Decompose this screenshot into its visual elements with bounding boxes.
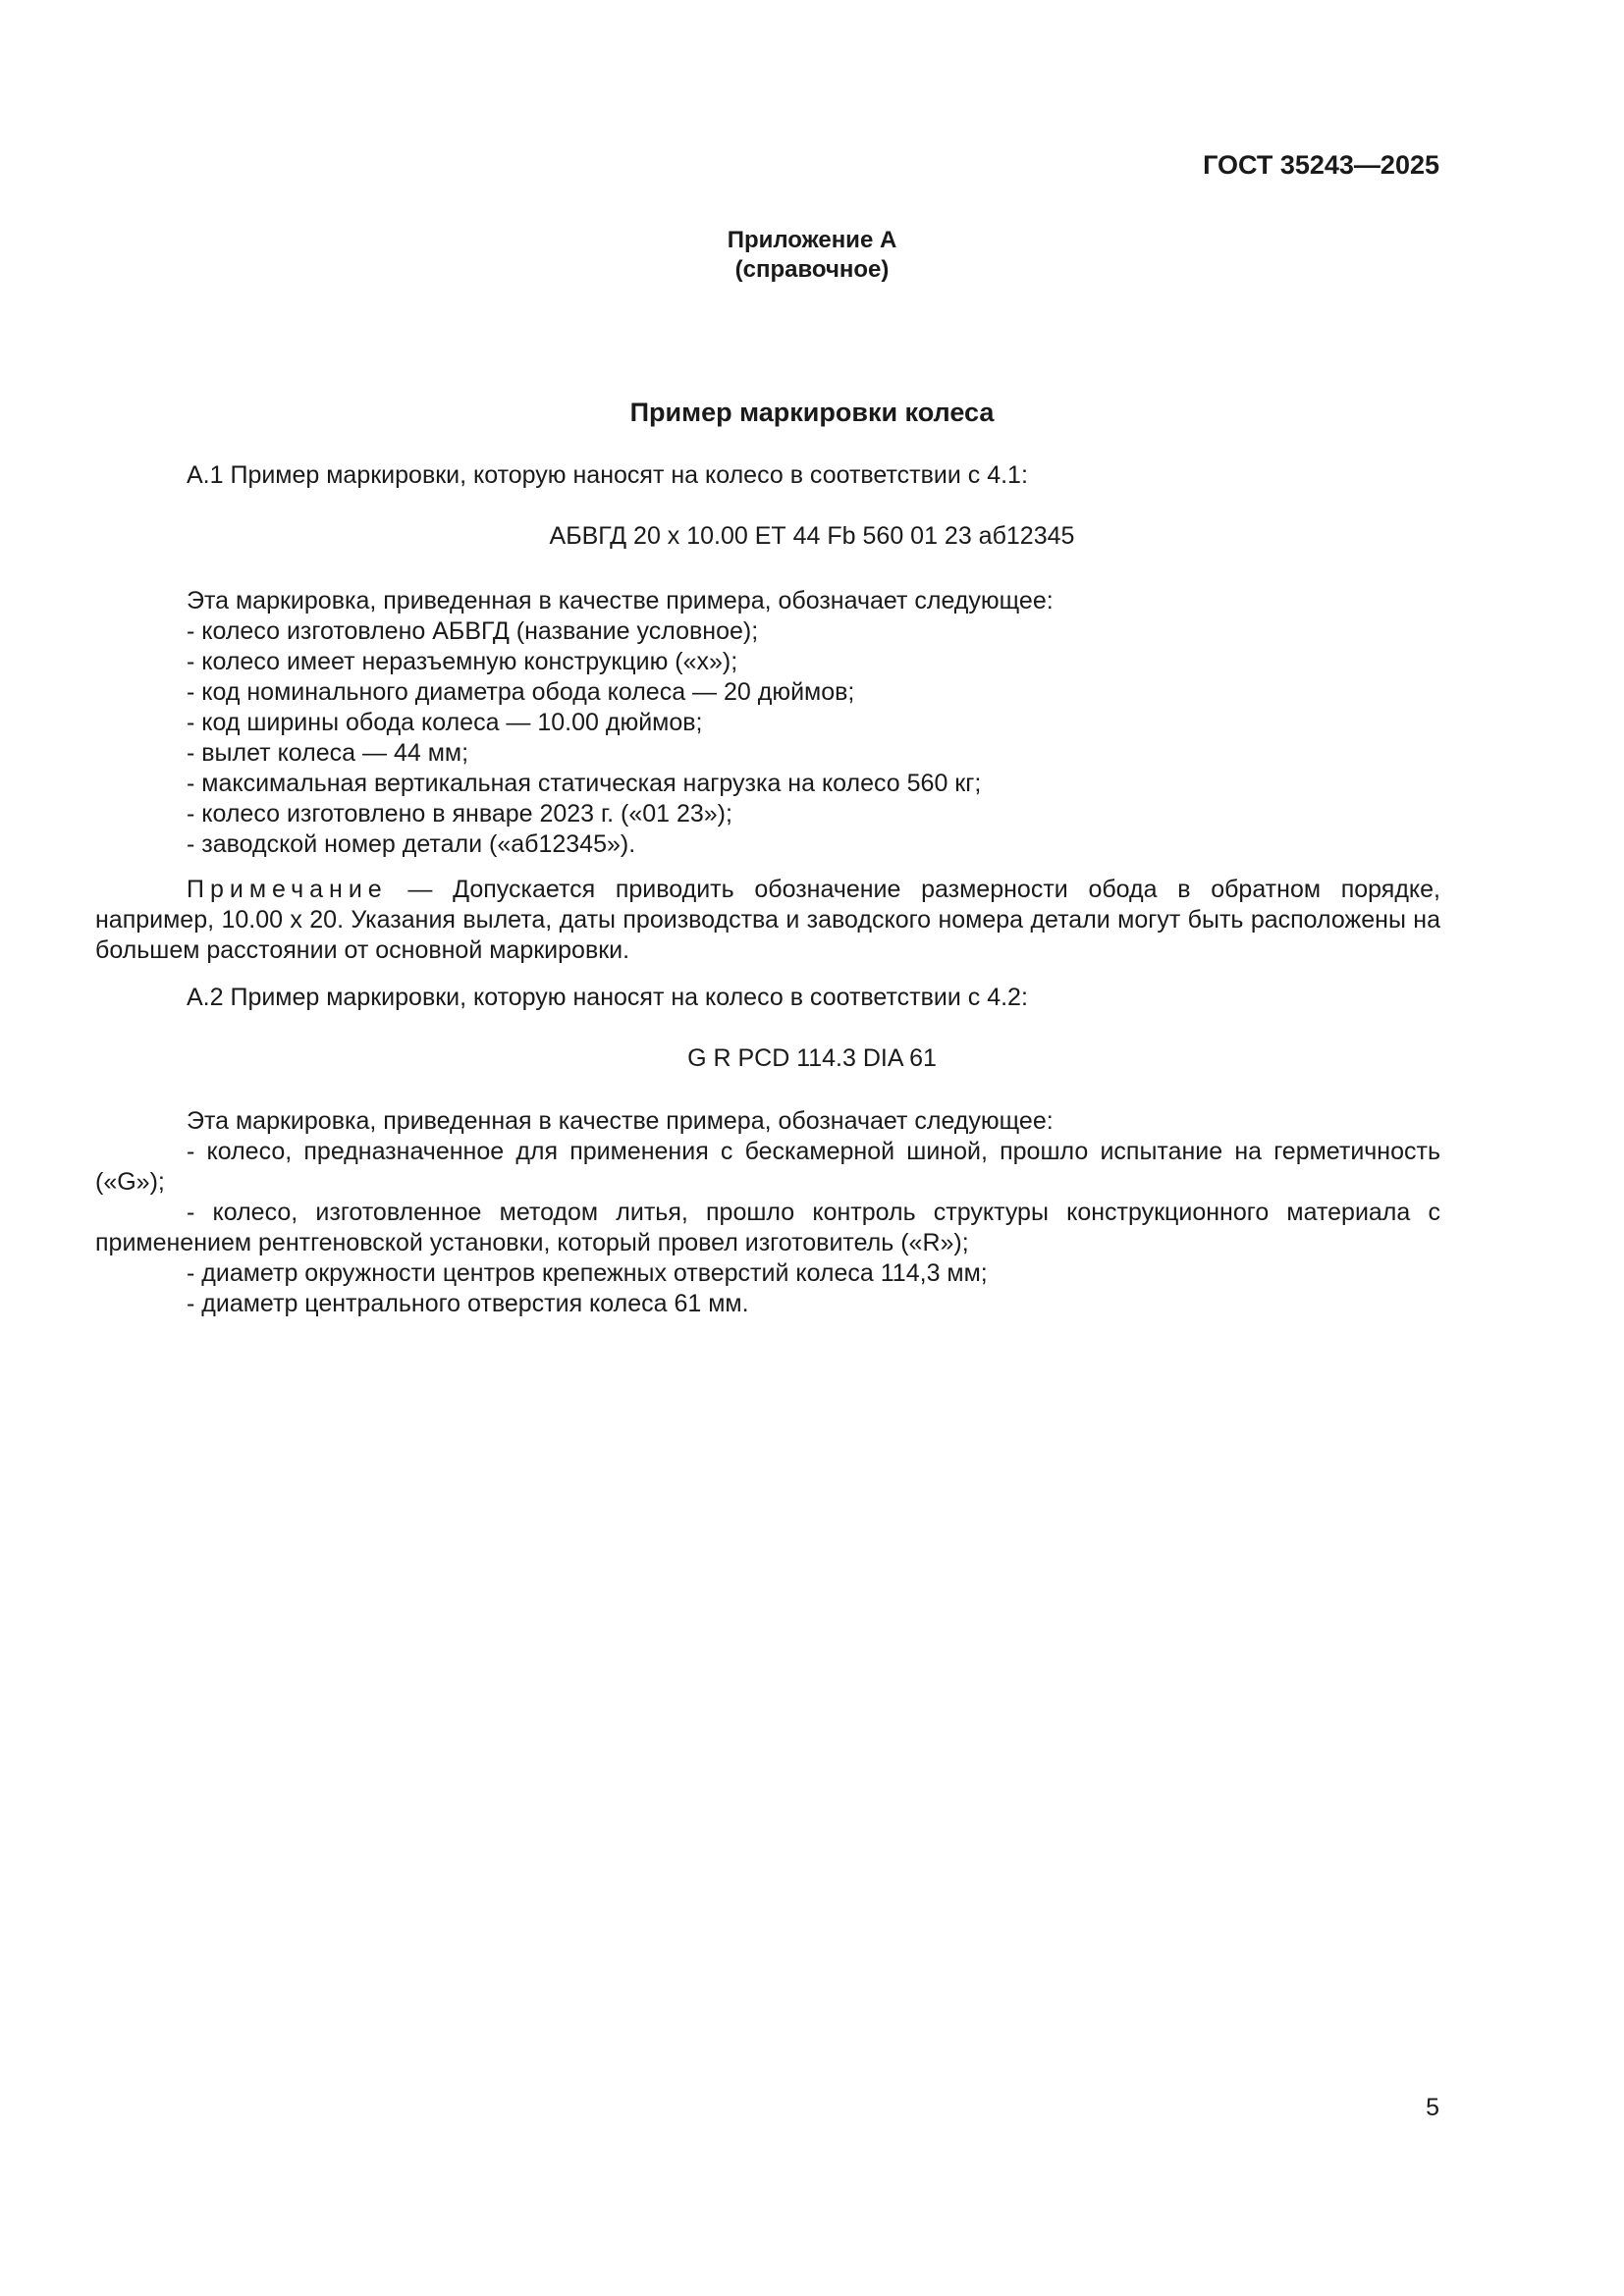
note [95,875,1440,966]
list-item: - код номинального диаметра обода колеса — 20 дюймов; [187,678,855,706]
list-item: - заводской номер детали («аб12345»). [187,830,636,858]
a2-lead: Эта маркировка, приведенная в качестве примера, обозначает следующее: [187,1107,1054,1135]
a1-explanation-block [95,586,1440,860]
list-item: - колесо имеет неразъемную конструкцию («х»); [187,648,738,675]
note-text: — Допускается приводить обозначение размерности обода в обратном порядке, например, 10.00 х 20. Указания вылета, даты производства и заводского номера детали могут быть расположены на большем расстоянии от основной маркировки. [95,876,1440,964]
appendix-kind: (справочное) [734,256,890,283]
page-number: 5 [1426,2094,1439,2121]
a2-intro: А.2 Пример маркировки, которую наносят на колесо в соответствии с 4.2: [187,984,1028,1011]
list-item: - колесо изготовлено в январе 2023 г. («01 23»); [187,800,732,828]
list-item: - колесо изготовлено АБВГД (название условное); [187,617,759,645]
note-block [95,875,1440,966]
appendix-title: Приложение А [727,227,897,253]
a1-lead: Эта маркировка, приведенная в качестве примера, обозначает следующее: [187,587,1054,614]
a2-marking-example: G R PCD 114.3 DIA 61 [687,1044,937,1072]
appendix-heading [0,226,1624,285]
list-item: - диаметр центрального отверстия колеса 61 мм. [187,1290,749,1317]
list-item: - код ширины обода колеса — 10.00 дюймов; [187,709,703,736]
list-item: - максимальная вертикальная статическая нагрузка на колесо 560 кг; [187,770,982,797]
document-id: ГОСТ 35243—2025 [1203,150,1439,180]
section-title: Пример маркировки колеса [629,398,995,427]
list-item: - колесо, изготовленное методом литья, прошло контроль структуры конструкционного материала с применением рентгеновской установки, который провел изготовитель («R»); [95,1199,1440,1256]
list-item: - колесо, предназначенное для применения с бескамерной шиной, прошло испытание на герметичность («G»); [95,1138,1440,1196]
a1-marking-example: АБВГД 20 х 10.00 ЕТ 44 Fb 560 01 23 аб12345 [549,522,1075,550]
list-item: - диаметр окружности центров крепежных отверстий колеса 114,3 мм; [187,1259,988,1287]
a2-intro-block [95,983,1440,1013]
note-label: Примечание [187,876,388,903]
a2-list [95,1137,1440,1319]
list-item: - вылет колеса — 44 мм; [187,739,469,767]
a1-list [95,616,1440,860]
a1-intro-block [95,460,1440,491]
a1-intro: А.1 Пример маркировки, которую наносят на колесо в соответствии с 4.1: [187,461,1028,489]
a2-explanation-block [95,1106,1440,1319]
